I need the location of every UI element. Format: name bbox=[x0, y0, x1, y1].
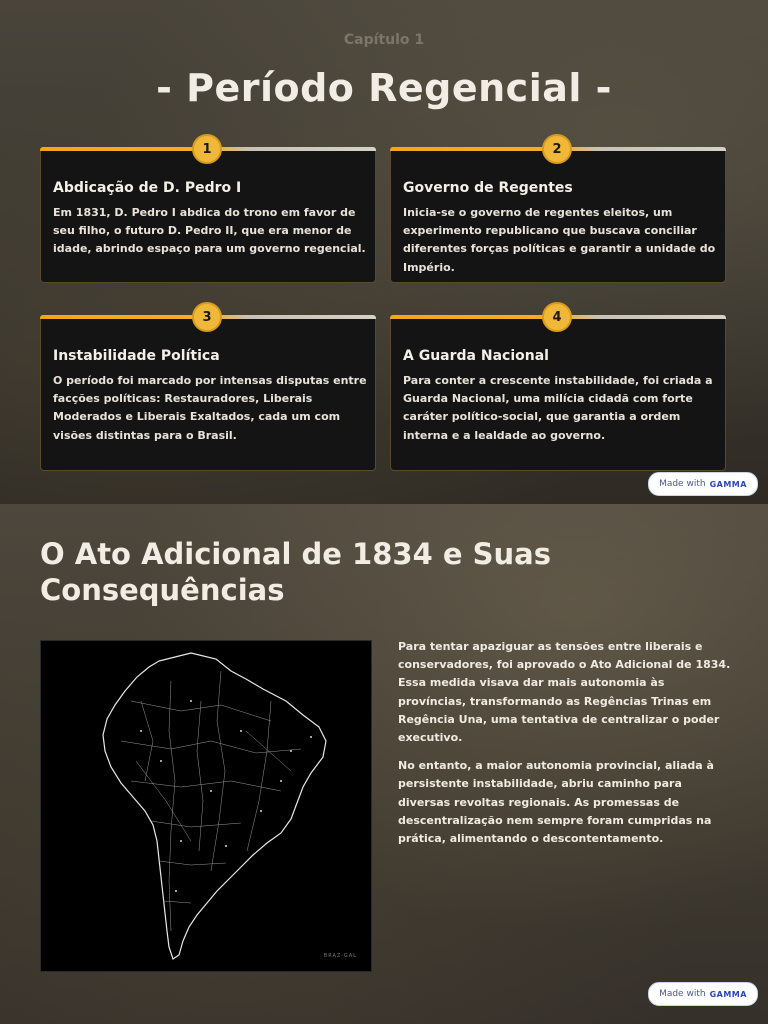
card-title: A Guarda Nacional bbox=[403, 348, 549, 364]
slide-periodo-regencial bbox=[0, 0, 768, 504]
made-with-gamma-button[interactable] bbox=[648, 982, 758, 1006]
paragraph-1: Para tentar apaziguar as tensões entre liberais e conservadores, foi aprovado o Ato Adicional de 1834. Essa medida visava dar mais autonomia às províncias, transformando as Regências Trinas em Regência Una, uma tentativa de centralizar o poder executivo. bbox=[398, 640, 731, 745]
map-caption: BRAZ·GAL bbox=[323, 953, 357, 959]
slide-ato-adicional bbox=[0, 504, 768, 1024]
card-text: Para conter a crescente instabilidade, foi criada a Guarda Nacional, uma milícia cidadã com forte caráter político-social, que garantia a ordem interna e a lealdade ao governo. bbox=[403, 374, 713, 442]
step-badge-4: 4 bbox=[542, 302, 572, 332]
card-title: Governo de Regentes bbox=[403, 180, 573, 196]
gamma-logo: GAMMA bbox=[709, 479, 747, 489]
page-title: - Período Regencial - bbox=[156, 66, 612, 110]
card-text: Em 1831, D. Pedro I abdica do trono em favor de seu filho, o futuro D. Pedro II, que era menor de idade, abrindo espaço para um governo regencial. bbox=[53, 206, 366, 256]
chapter-label: Capítulo 1 bbox=[343, 32, 425, 48]
timeline-card-4 bbox=[390, 309, 726, 471]
card-title: Instabilidade Política bbox=[53, 348, 220, 364]
made-with-label: Made with bbox=[659, 479, 706, 489]
body-text bbox=[398, 638, 734, 858]
timeline-card-1 bbox=[40, 141, 376, 283]
section-title bbox=[40, 536, 680, 608]
step-badge-3: 3 bbox=[192, 302, 222, 332]
gamma-logo: GAMMA bbox=[709, 989, 747, 999]
card-title: Abdicação de D. Pedro I bbox=[53, 180, 242, 196]
made-with-gamma-button[interactable] bbox=[648, 472, 758, 496]
step-badge-1: 1 bbox=[192, 134, 222, 164]
paragraph-2: No entanto, a maior autonomia provincial, aliada à persistente instabilidade, abriu caminho para diversas revoltas regionais. As promessas de descentralização nem sempre foram cumpridas na prática, alimentando o descontentamento. bbox=[398, 759, 714, 846]
south-america-map bbox=[40, 640, 372, 972]
card-text: O período foi marcado por intensas disputas entre facções políticas: Restauradores, Liberais Moderados e Liberais Exaltados, cada um com visões distintas para o Brasil. bbox=[53, 374, 367, 442]
card-text: Inicia-se o governo de regentes eleitos, um experimento republicano que buscava conciliar diferentes forças políticas e garantir a unidade do Império. bbox=[403, 206, 716, 274]
made-with-label: Made with bbox=[659, 989, 706, 999]
step-badge-2: 2 bbox=[542, 134, 572, 164]
map-illustration bbox=[41, 641, 371, 971]
timeline-card-3 bbox=[40, 309, 376, 471]
timeline-card-2 bbox=[390, 141, 726, 283]
section-title-line-1: O Ato Adicional de 1834 e Suas bbox=[40, 537, 551, 571]
section-title-line-2: Consequências bbox=[40, 573, 285, 607]
